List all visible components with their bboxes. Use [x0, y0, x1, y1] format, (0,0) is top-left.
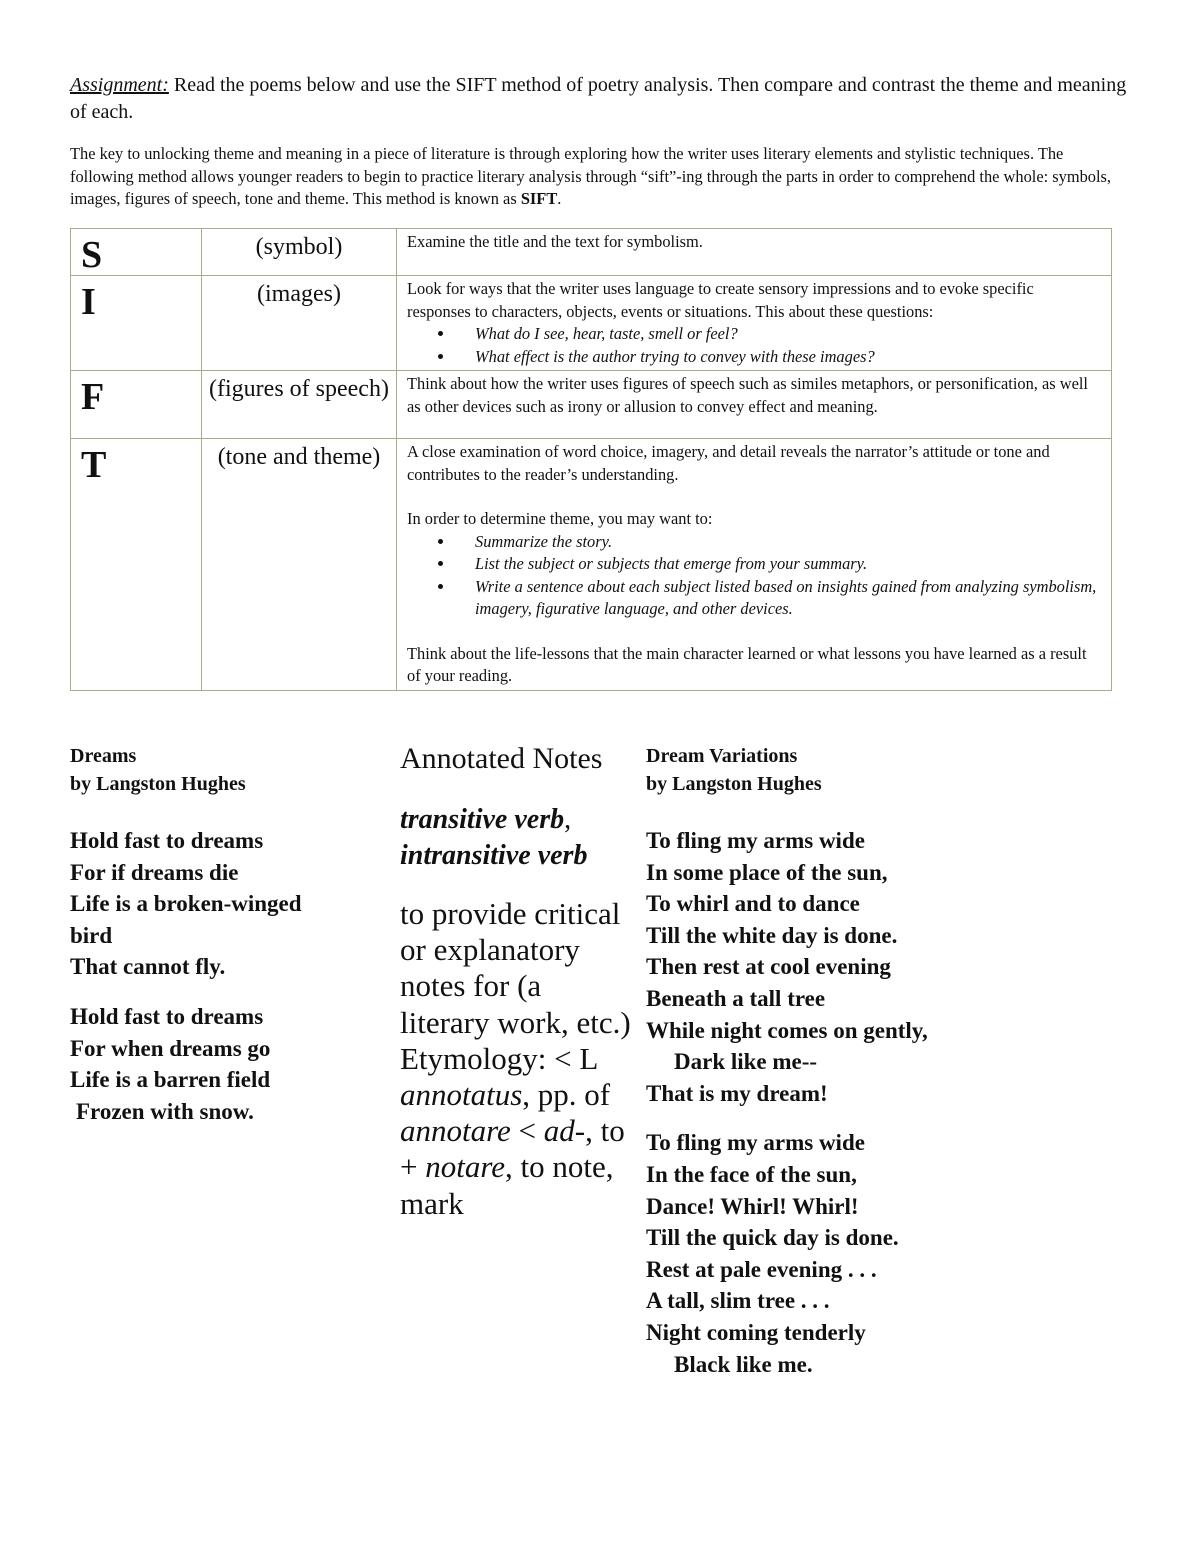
notes-part-of-speech: [400, 802, 635, 874]
poem-line: Till the white day is done.: [646, 922, 898, 948]
sift-bullet-list: [407, 531, 1101, 621]
intro-sift-bold: SIFT: [520, 189, 558, 208]
poem-line: bird: [70, 922, 113, 948]
poem-line: To fling my arms wide: [646, 1130, 865, 1156]
poem-line: A tall, slim tree . . .: [646, 1288, 830, 1314]
sift-row-f: [71, 371, 1112, 439]
poem-line: Frozen with snow.: [76, 1098, 254, 1124]
intro-end: .: [557, 189, 562, 208]
sift-row-s: [71, 229, 1112, 276]
poem-line: Black like me.: [674, 1351, 813, 1377]
sift-text: In order to determine theme, you may want to:: [407, 509, 713, 528]
intro-text: The key to unlocking theme and meaning in a piece of literature is through exploring how the writer uses literary elements and stylistic techniques. The following method allows younger readers to begin to practice literary analysis through “sift”-ing through the parts in order to comprehend the whole: symbols, images, figures of speech, tone and theme. This method is known as: [70, 144, 1111, 208]
poem-stanza: [646, 1127, 1146, 1380]
poem-line: Dark like me--: [674, 1049, 818, 1075]
notes-title: Annotated Notes: [400, 742, 603, 775]
poem-line: To whirl and to dance: [646, 891, 860, 917]
ety-text: , to note, mark: [400, 1149, 614, 1221]
sift-description: [397, 371, 1112, 439]
poem-line: In some place of the sun,: [646, 859, 888, 885]
notes-etymology: [400, 1041, 635, 1222]
poem-stanza: [70, 1001, 370, 1127]
poem-line: Life is a barren field: [70, 1067, 271, 1093]
poem-line: In the face of the sun,: [646, 1161, 857, 1187]
poem-line: Night coming tenderly: [646, 1319, 866, 1345]
poem-line: Hold fast to dreams: [70, 1003, 264, 1029]
sift-description: [397, 276, 1112, 371]
poem-dreams: [70, 742, 370, 1145]
sift-description: [397, 229, 1112, 276]
sift-text: Think about how the writer uses figures of speech such as similes metaphors, or personification, as well as other devices such as irony or allusion to convey effect and meaning.: [407, 374, 1088, 416]
sift-category: (symbol): [202, 229, 397, 276]
sift-bullet: • List the subject or subjects that emerge from your summary.: [455, 553, 1101, 576]
sift-table: [70, 228, 1112, 691]
sift-letter: I: [71, 276, 202, 371]
sift-text: Look for ways that the writer uses language to create sensory impressions and to evoke specific responses to characters, objects, events or situations. This about these questions:: [407, 279, 1034, 321]
poem-stanza: [646, 825, 1146, 1109]
annotated-notes: [400, 740, 635, 1222]
sift-bullet: • What effect is the author trying to convey with these images?: [455, 346, 1101, 369]
poem-line: For when dreams go: [70, 1035, 271, 1061]
sift-letter: S: [71, 229, 202, 276]
pos-separator: ,: [564, 804, 572, 835]
poem-line: That is my dream!: [646, 1080, 828, 1106]
poem-line: Life is a broken-winged: [70, 891, 302, 917]
sift-bullet: • Write a sentence about each subject listed based on insights gained from analyzing symbolism, imagery, figurative language, and other devices.: [455, 576, 1101, 621]
ety-word: annotare: [400, 1113, 511, 1149]
poem-line: Dance! Whirl! Whirl!: [646, 1193, 859, 1219]
ety-text: <: [510, 1113, 544, 1149]
poem-stanza: [70, 825, 370, 983]
ety-word: annotatus: [400, 1077, 523, 1113]
notes-definition: to provide critical or explanatory notes for (a literary work, etc.): [400, 896, 631, 1040]
ety-word: notare: [425, 1149, 506, 1185]
assignment-text: Read the poems below and use the SIFT method of poetry analysis. Then compare and contrast the theme and meaning of each.: [70, 74, 1127, 123]
ety-text: , to +: [400, 1113, 625, 1185]
sift-text: Examine the title and the text for symbolism.: [407, 232, 703, 251]
sift-bullet: • Summarize the story.: [455, 531, 1101, 554]
poem-byline: by Langston Hughes: [646, 773, 822, 795]
poem-line: To fling my arms wide: [646, 828, 865, 853]
poem-title: Dream Variations: [646, 745, 798, 767]
poem-line: Then rest at cool evening: [646, 954, 891, 980]
assignment-instructions: [70, 72, 1140, 126]
poem-line: That cannot fly.: [70, 954, 226, 980]
sift-text: Think about the life-lessons that the main character learned or what lessons you have learned as a result of your reading.: [407, 643, 1087, 685]
sift-category: (tone and theme): [202, 439, 397, 691]
poem-byline: by Langston Hughes: [70, 773, 246, 795]
ety-text: , pp. of: [522, 1077, 611, 1113]
intro-paragraph: [70, 143, 1130, 211]
sift-description: [397, 439, 1112, 691]
pos-intransitive: intransitive verb: [400, 840, 588, 871]
sift-text: A close examination of word choice, imagery, and detail reveals the narrator’s attitude or tone and contributes to the reader’s understanding.: [407, 442, 1050, 484]
sift-category: (images): [202, 276, 397, 371]
poem-line: Rest at pale evening . . .: [646, 1256, 877, 1282]
sift-row-i: [71, 276, 1112, 371]
sift-row-t: [71, 439, 1112, 691]
sift-letter: T: [71, 439, 202, 691]
poem-line: For if dreams die: [70, 859, 239, 885]
poem-line: Beneath a tall tree: [646, 985, 826, 1011]
ety-text: Etymology: < L: [400, 1040, 598, 1076]
assignment-label: Assignment:: [70, 74, 169, 96]
ety-word: ad-: [543, 1113, 586, 1149]
sift-category: (figures of speech): [202, 371, 397, 439]
poem-line: While night comes on gently,: [646, 1017, 928, 1043]
poem-title: Dreams: [70, 745, 137, 767]
sift-letter: F: [71, 371, 202, 439]
poem-dream-variations: [646, 742, 1146, 1398]
poem-line: Hold fast to dreams: [70, 828, 264, 853]
sift-bullet: • What do I see, hear, taste, smell or feel?: [455, 323, 1101, 346]
pos-transitive: transitive verb: [400, 804, 565, 835]
poem-line: Till the quick day is done.: [646, 1225, 899, 1251]
sift-bullet-list: [407, 323, 1101, 368]
